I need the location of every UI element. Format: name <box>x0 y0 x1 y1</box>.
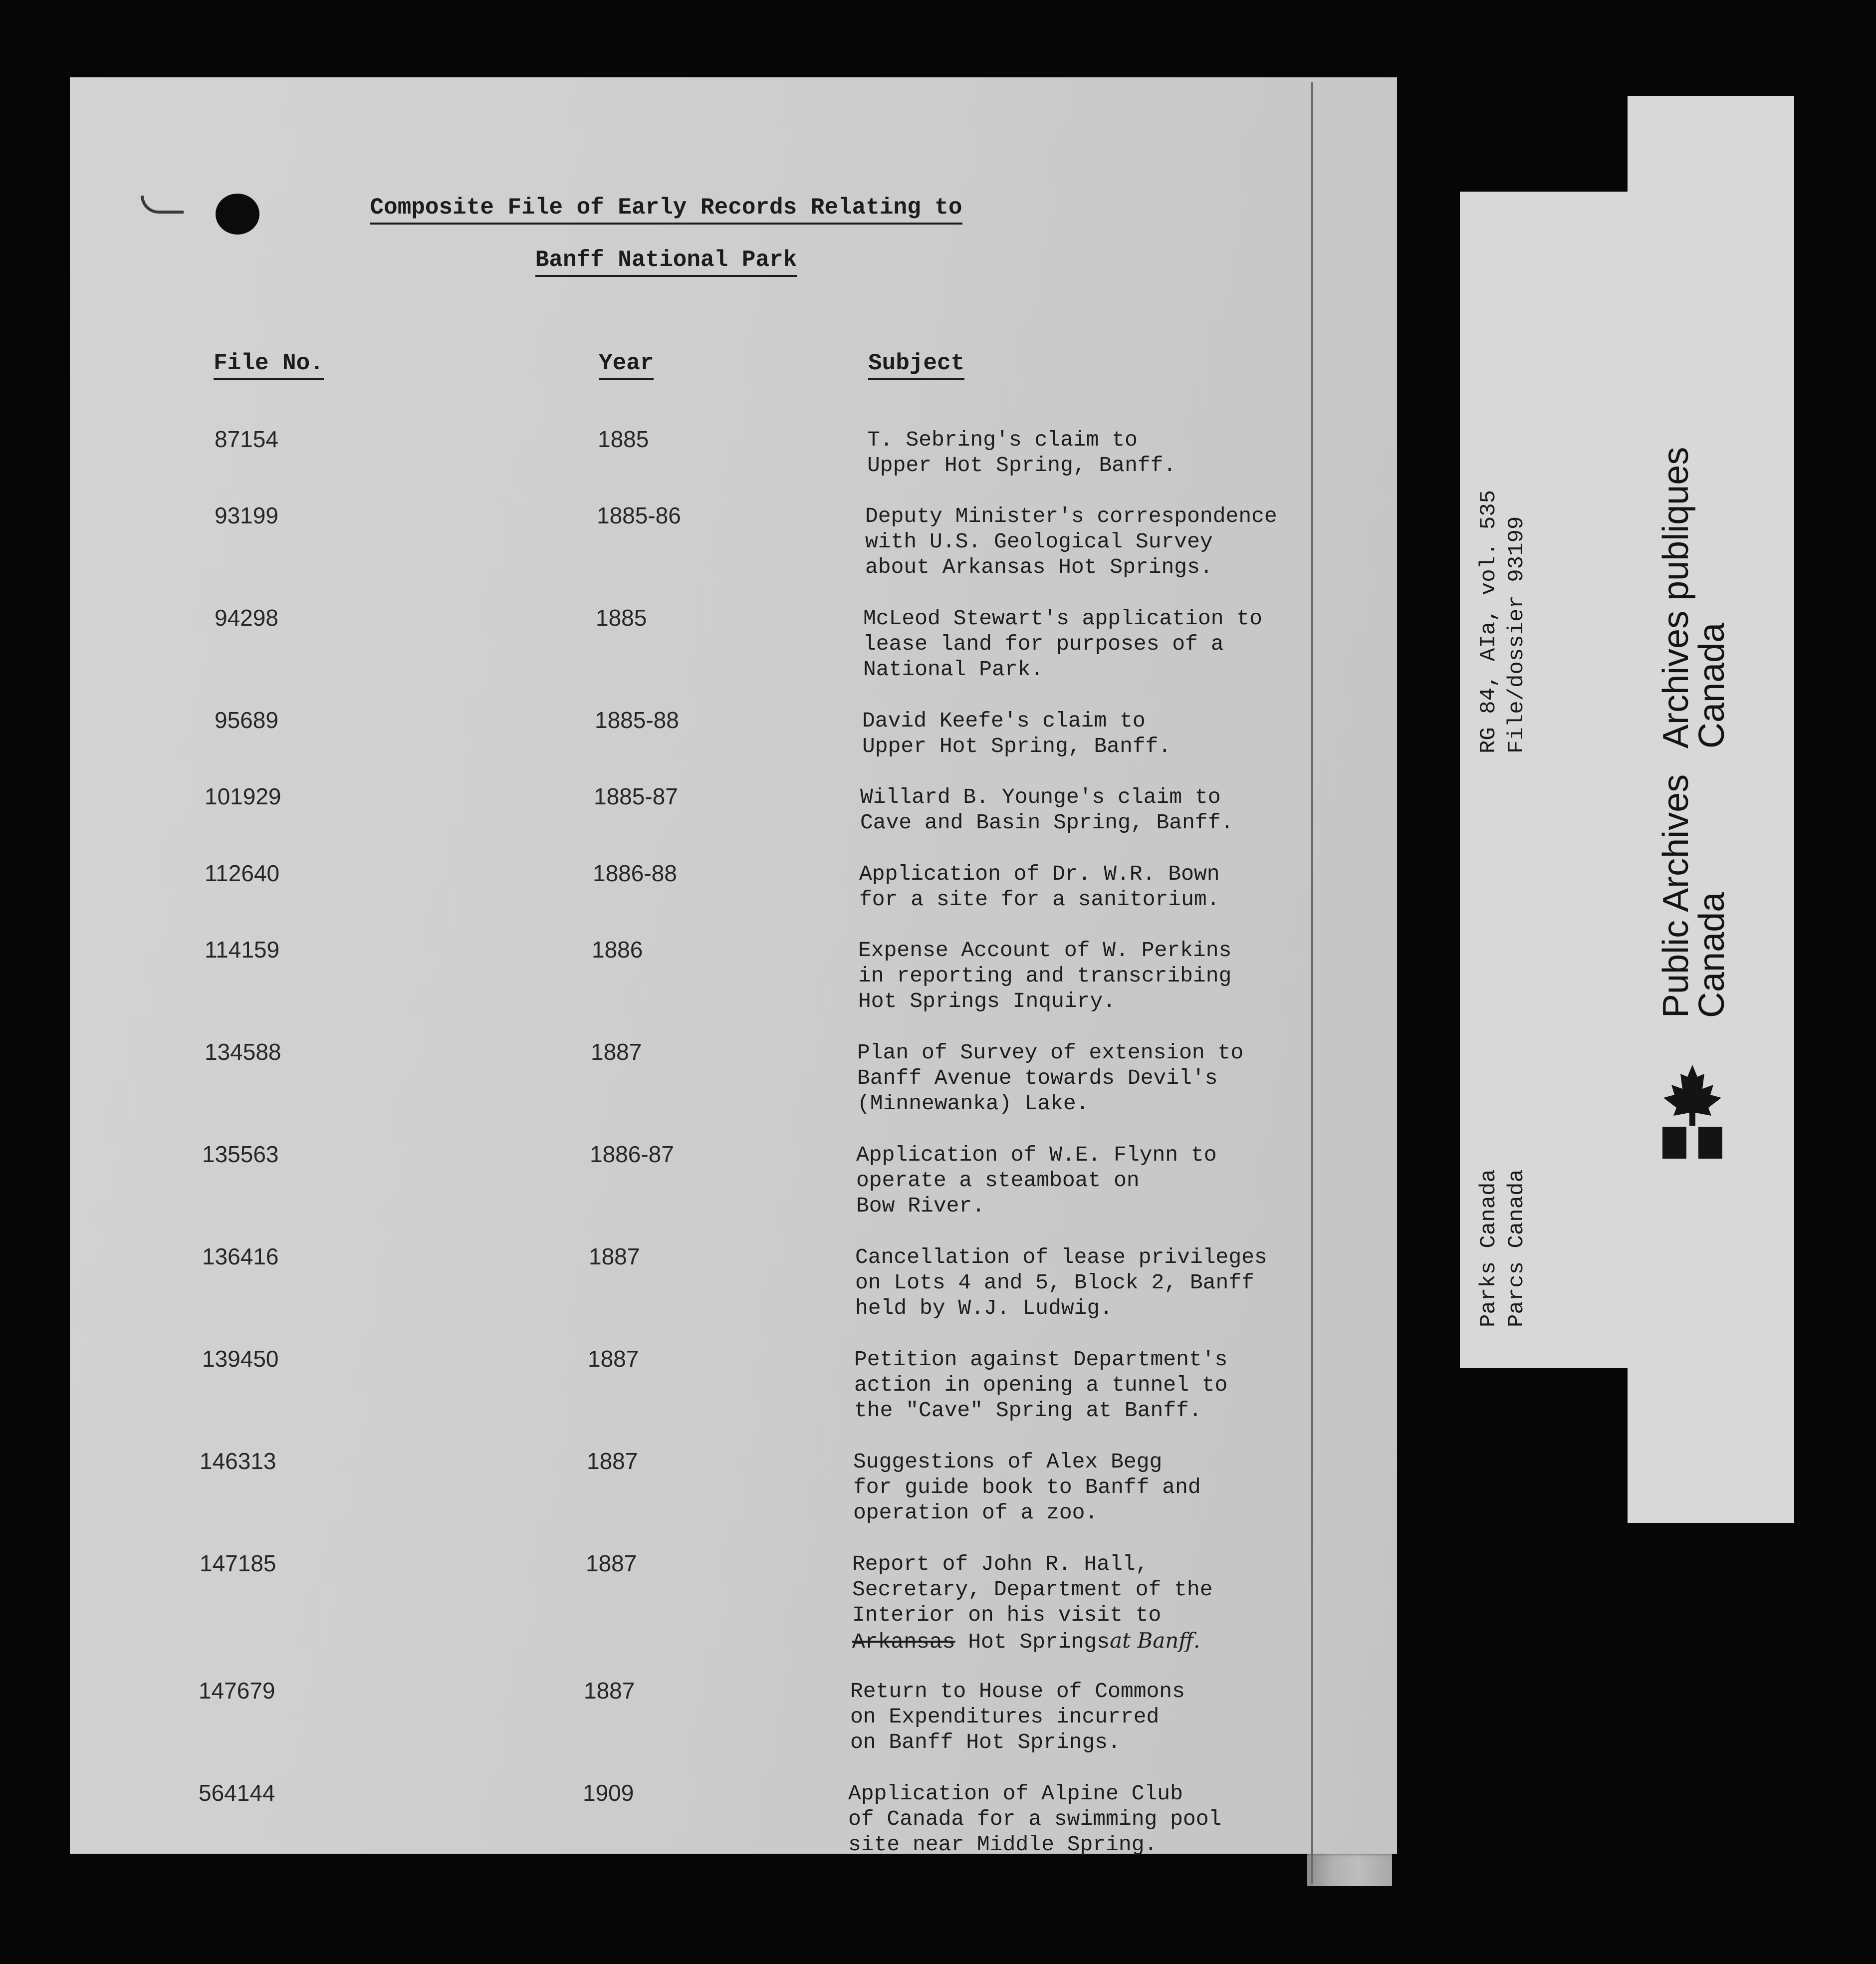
record-file-no: 112640 <box>205 860 280 886</box>
record-file-no: 564144 <box>199 1780 275 1806</box>
record-year: 1887 <box>591 1039 642 1065</box>
record-file-no: 146313 <box>200 1448 276 1474</box>
record-subject-text: Report of John R. Hall, Secretary, Department of the Interior on his visit to <box>852 1552 1213 1627</box>
record-file-no: 114159 <box>205 937 280 963</box>
record-year: 1887 <box>587 1448 638 1474</box>
record-year: 1887 <box>584 1678 635 1704</box>
archives-english-line-1: Public Archives <box>1656 774 1696 1018</box>
reference-line-3: Parks Canada <box>1476 1169 1501 1327</box>
reference-line-1: RG 84, AIa, vol. 535 <box>1476 490 1501 753</box>
record-subject-text: Suggestions of Alex Begg for guide book to Banff and operation of a zoo. <box>853 1450 1201 1525</box>
record-file-no: 139450 <box>202 1346 279 1372</box>
record-year: 1885-88 <box>595 707 679 733</box>
record-subject <box>856 1142 1217 1219</box>
record-subject <box>850 1679 1185 1755</box>
record-subject-text: Expense Account of W. Perkins in reporting and transcribing Hot Springs Inquiry. <box>858 938 1232 1013</box>
record-file-no: 87154 <box>215 426 278 452</box>
document-subtitle: Banff National Park <box>0 247 1345 273</box>
record-year: 1887 <box>586 1550 637 1576</box>
record-subject <box>862 708 1171 759</box>
record-subject <box>854 1347 1227 1423</box>
column-header-subject: Subject <box>868 349 964 380</box>
record-year: 1886-88 <box>593 860 677 886</box>
archives-french-line-1: Archives publiques <box>1656 447 1696 748</box>
record-file-no: 136416 <box>202 1243 279 1269</box>
record-subject <box>848 1781 1221 1857</box>
record-subject <box>865 503 1277 580</box>
record-subject <box>867 427 1176 478</box>
record-subject-text: McLeod Stewart's application to lease land for purposes of a National Park. <box>863 606 1262 682</box>
record-subject <box>853 1449 1201 1525</box>
record-subject-text: Cancellation of lease privileges on Lots 4 and 5, Block 2, Banff held by W.J. Ludwig. <box>855 1245 1267 1320</box>
page-edge-line <box>1311 82 1313 1884</box>
record-year: 1885-87 <box>594 783 678 809</box>
record-file-no: 93199 <box>215 502 278 528</box>
record-year: 1909 <box>583 1780 634 1806</box>
column-header-file-no: File No. <box>214 349 324 380</box>
record-file-no: 147679 <box>199 1678 275 1704</box>
record-subject <box>857 1040 1243 1116</box>
record-year: 1887 <box>588 1346 639 1372</box>
record-file-no: 134588 <box>205 1039 281 1065</box>
record-subject-text: Plan of Survey of extension to Banff Avenue towards Devil's (Minnewanka) Lake. <box>857 1040 1244 1116</box>
record-subject-handwritten-note: at Banff. <box>1110 1628 1200 1653</box>
reference-line-2: File/dossier 93199 <box>1504 516 1529 753</box>
record-year: 1887 <box>589 1243 640 1269</box>
record-subject-text: Application of Dr. W.R. Bown for a site for a sanitorium. <box>859 862 1220 912</box>
maple-leaf-flag-icon <box>1660 1063 1725 1163</box>
reference-line-4: Parcs Canada <box>1504 1169 1529 1327</box>
record-year: 1885 <box>596 605 647 631</box>
record-subject-text: T. Sebring's claim to Upper Hot Spring, Banff. <box>867 428 1176 478</box>
document-title: Composite File of Early Records Relating to <box>0 195 1345 221</box>
record-file-no: 147185 <box>200 1550 276 1576</box>
record-subject <box>859 861 1220 912</box>
record-subject <box>855 1244 1267 1321</box>
record-year: 1885 <box>598 426 649 452</box>
record-file-no: 101929 <box>205 783 281 809</box>
record-year: 1886 <box>592 937 643 963</box>
record-subject-text: Application of W.E. Flynn to operate a steamboat on Bow River. <box>856 1143 1217 1218</box>
record-subject-text: Willard B. Younge's claim to Cave and Basin Spring, Banff. <box>860 785 1234 835</box>
record-subject-struck-word: Arkansas <box>852 1630 955 1654</box>
record-subject-tail: Hot Springs <box>955 1630 1110 1654</box>
record-subject <box>863 606 1262 682</box>
record-file-no: 95689 <box>215 707 278 733</box>
column-header-year: Year <box>599 349 654 380</box>
record-file-no: 94298 <box>215 605 278 631</box>
archives-english-line-2: Canada <box>1692 892 1732 1018</box>
archives-label <box>1628 96 1794 1523</box>
record-year: 1885-86 <box>597 502 681 528</box>
record-subject <box>858 938 1231 1014</box>
record-subject-text: Deputy Minister's correspondence with U.S. Geological Survey about Arkansas Hot Springs. <box>865 504 1277 579</box>
record-subject-text: David Keefe's claim to Upper Hot Spring, Banff. <box>862 709 1172 758</box>
record-subject-text: Petition against Department's action in opening a tunnel to the "Cave" Spring at Banff. <box>854 1347 1228 1423</box>
archives-french-line-2: Canada <box>1692 622 1732 748</box>
record-subject <box>860 784 1233 835</box>
record-year: 1886-87 <box>590 1141 674 1167</box>
record-subject-text: Application of Alpine Club of Canada for a swimming pool site near Middle Spring. <box>848 1781 1222 1857</box>
record-subject-text: Return to House of Commons on Expenditures incurred on Banff Hot Springs. <box>850 1679 1185 1754</box>
record-file-no: 135563 <box>202 1141 279 1167</box>
record-subject <box>852 1551 1213 1655</box>
